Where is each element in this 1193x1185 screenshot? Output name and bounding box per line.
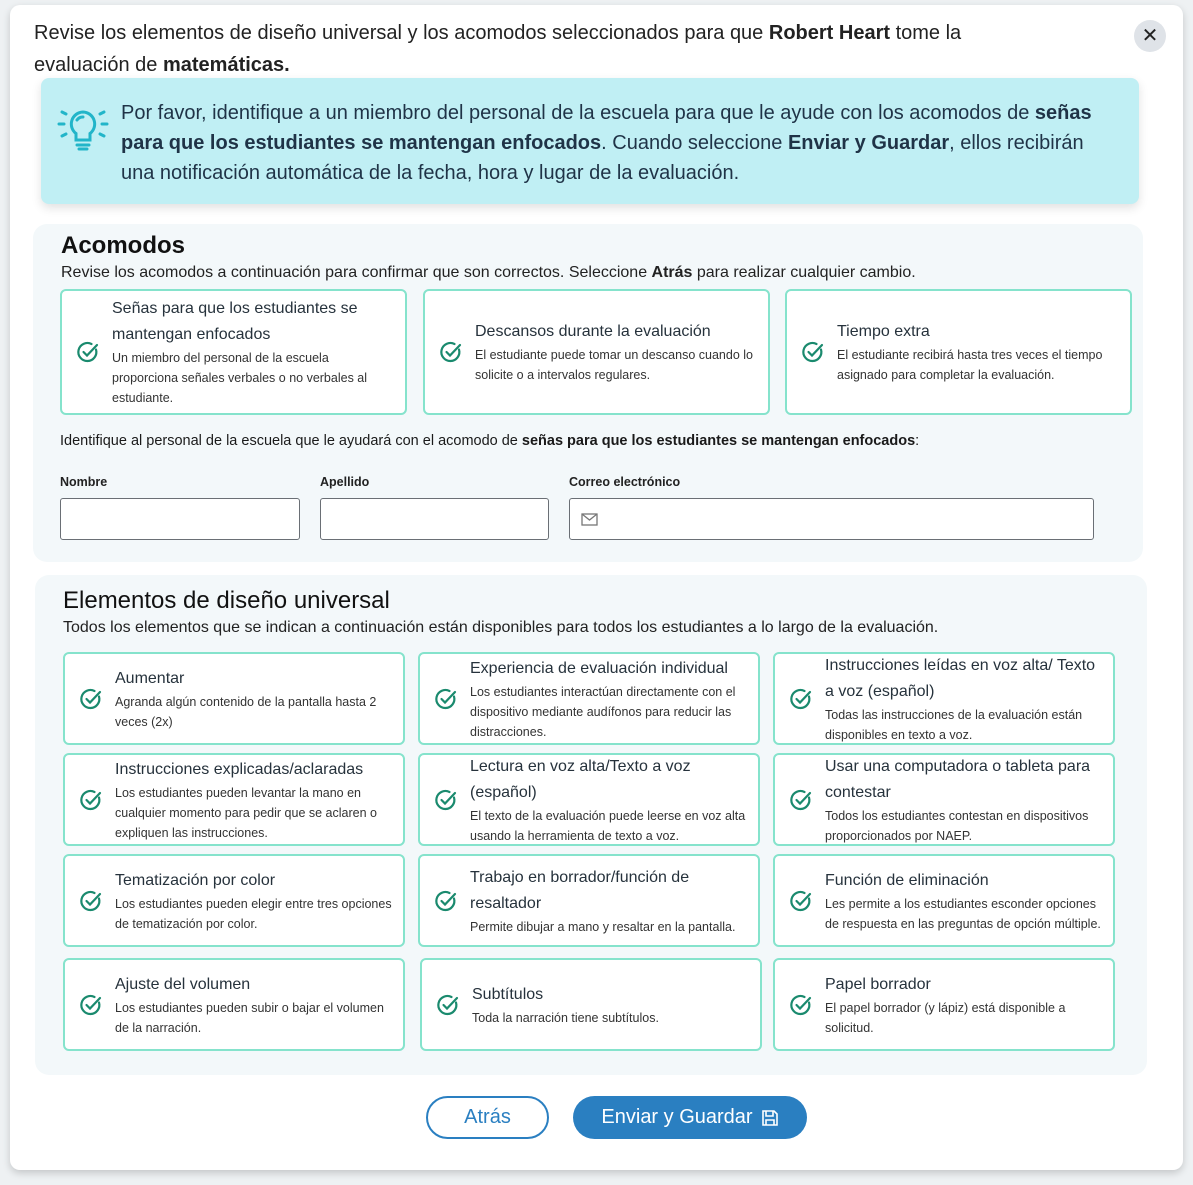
save-label: Enviar y Guardar	[601, 1106, 753, 1128]
first-name-input[interactable]	[60, 498, 300, 540]
card-title: Función de eliminación	[825, 871, 989, 889]
card-title: Tiempo extra	[837, 323, 930, 340]
card-title: Experiencia de evaluación individual	[470, 659, 728, 677]
card-description: Todos los estudiantes contestan en dispositivos proporcionados por NAEP.	[825, 808, 1089, 843]
check-circle-icon	[434, 788, 458, 812]
card-description: Permite dibujar a mano y resaltar en la pantalla.	[470, 919, 736, 934]
card-title: Subtítulos	[472, 985, 544, 1003]
sub-part: para realizar cualquier cambio.	[692, 264, 916, 281]
check-circle-icon	[439, 340, 463, 364]
check-circle-icon	[76, 340, 100, 364]
card-title: Instrucciones explicadas/aclaradas	[115, 760, 364, 778]
card-description: Les permite a los estudiantes esconder opciones de respuesta en las preguntas de opción múltiple.	[825, 896, 1101, 931]
accommodations-title: Acomodos	[61, 232, 186, 259]
sub-part: Revise los acomodos a continuación para confirmar que son correctos. Seleccione	[61, 264, 652, 281]
feature-card	[418, 753, 760, 846]
intro-text	[34, 17, 994, 81]
accommodations-section	[33, 224, 1143, 562]
send-and-save-button[interactable]	[573, 1096, 807, 1139]
last-name-input[interactable]	[320, 498, 549, 540]
card-description: Los estudiantes pueden elegir entre tres opciones de tematización por color.	[115, 896, 392, 931]
feature-card	[773, 753, 1115, 846]
card-description: El estudiante recibirá hasta tres veces el tiempo asignado para completar la evaluación.	[837, 348, 1103, 382]
first-name-label: Nombre	[60, 475, 108, 489]
feature-card	[785, 289, 1132, 415]
check-circle-icon	[79, 788, 103, 812]
feature-card	[420, 958, 762, 1051]
card-description: Agranda algún contenido de la pantalla hasta 2 veces (2x)	[115, 694, 377, 729]
check-circle-icon	[79, 993, 103, 1017]
sub-bold: Atrás	[651, 264, 693, 281]
card-title: Señas para que los estudiantes se mantengan enfocados	[112, 300, 358, 343]
identify-part: :	[915, 433, 920, 449]
close-icon: ✕	[1141, 25, 1159, 47]
card-title: Descansos durante la evaluación	[475, 323, 711, 340]
identify-text	[60, 433, 919, 449]
identify-bold: señas para que los estudiantes se mantengan enfocados	[521, 433, 916, 449]
review-modal	[10, 5, 1183, 1170]
student-name: Robert Heart	[768, 22, 891, 44]
feature-card	[423, 289, 770, 415]
feature-card	[418, 652, 760, 745]
card-description: Los estudiantes pueden subir o bajar el volumen de la narración.	[115, 1000, 384, 1035]
udl-section	[35, 575, 1147, 1075]
check-circle-icon	[434, 889, 458, 913]
card-title: Usar una computadora o tableta para contestar	[825, 757, 1091, 801]
udl-title: Elementos de diseño universal	[63, 587, 390, 614]
identify-part: Identifique al personal de la escuela que le ayudará con el acomodo de	[60, 433, 522, 449]
card-description: El papel borrador (y lápiz) está disponible a solicitud.	[825, 1000, 1066, 1035]
last-name-label: Apellido	[320, 475, 370, 489]
check-circle-icon	[436, 993, 460, 1017]
feature-card	[773, 958, 1115, 1051]
check-circle-icon	[789, 993, 813, 1017]
check-circle-icon	[801, 340, 825, 364]
card-title: Papel borrador	[825, 975, 931, 993]
subject-name: matemáticas.	[162, 54, 290, 76]
feature-card	[773, 854, 1115, 947]
card-title: Instrucciones leídas en voz alta/ Texto a voz (español)	[825, 656, 1096, 700]
info-banner	[41, 78, 1139, 204]
lightbulb-icon	[55, 102, 111, 158]
card-description: Los estudiantes interactúan directamente con el dispositivo mediante audífonos para reducir las distracciones.	[470, 684, 736, 739]
card-description: Todas las instrucciones de la evaluación están disponibles en texto a voz.	[825, 707, 1083, 742]
envelope-icon	[581, 513, 598, 526]
banner-bold: Enviar y Guardar	[787, 132, 950, 154]
banner-part: Por favor, identifique a un miembro del personal de la escuela para que le ayude con los acomodos de	[121, 102, 1035, 124]
udl-subtitle: Todos los elementos que se indican a continuación están disponibles para todos los estudiantes a lo largo de la evaluación.	[63, 619, 939, 636]
intro-part: tome la evaluación de	[34, 22, 962, 76]
floppy-disk-icon	[761, 1109, 779, 1127]
check-circle-icon	[789, 687, 813, 711]
card-description: Un miembro del personal de la escuela proporciona señales verbales o no verbales al estudiante.	[112, 351, 368, 405]
check-circle-icon	[789, 889, 813, 913]
card-description: Los estudiantes pueden levantar la mano en cualquier momento para pedir que se aclaren o expliquen las instrucciones.	[115, 785, 377, 840]
banner-part: . Cuando seleccione	[601, 132, 788, 154]
banner-part: , ellos recibirán una notificación automática de la fecha, hora y lugar de la evaluación.	[121, 132, 1084, 184]
feature-card	[60, 289, 407, 415]
banner-bold: señas para que los estudiantes se mantengan enfocados	[121, 102, 1092, 154]
back-button[interactable]: Atrás	[426, 1096, 549, 1139]
feature-card	[773, 652, 1115, 745]
card-title: Lectura en voz alta/Texto a voz (español)	[470, 757, 691, 801]
intro-part: Revise los elementos de diseño universal y los acomodos seleccionados para que	[34, 22, 769, 44]
feature-card	[418, 854, 760, 947]
check-circle-icon	[789, 788, 813, 812]
feature-card	[63, 854, 405, 947]
email-input[interactable]	[569, 498, 1094, 540]
check-circle-icon	[79, 687, 103, 711]
card-description: El estudiante puede tomar un descanso cuando lo solicite o a intervalos regulares.	[475, 348, 753, 382]
feature-card	[63, 652, 405, 745]
feature-card	[63, 958, 405, 1051]
card-title: Tematización por color	[115, 871, 276, 889]
card-title: Ajuste del volumen	[115, 975, 251, 993]
accommodations-subtitle	[61, 264, 916, 282]
banner-text	[121, 98, 1121, 188]
email-label: Correo electrónico	[569, 475, 681, 489]
card-description: Toda la narración tiene subtítulos.	[472, 1010, 659, 1025]
check-circle-icon	[434, 687, 458, 711]
card-title: Aumentar	[115, 669, 185, 687]
close-button[interactable]	[1134, 20, 1166, 52]
card-title: Trabajo en borrador/función de resaltador	[470, 868, 690, 912]
check-circle-icon	[79, 889, 103, 913]
card-description: El texto de la evaluación puede leerse en voz alta usando la herramienta de texto a voz.	[470, 808, 746, 843]
feature-card	[63, 753, 405, 846]
